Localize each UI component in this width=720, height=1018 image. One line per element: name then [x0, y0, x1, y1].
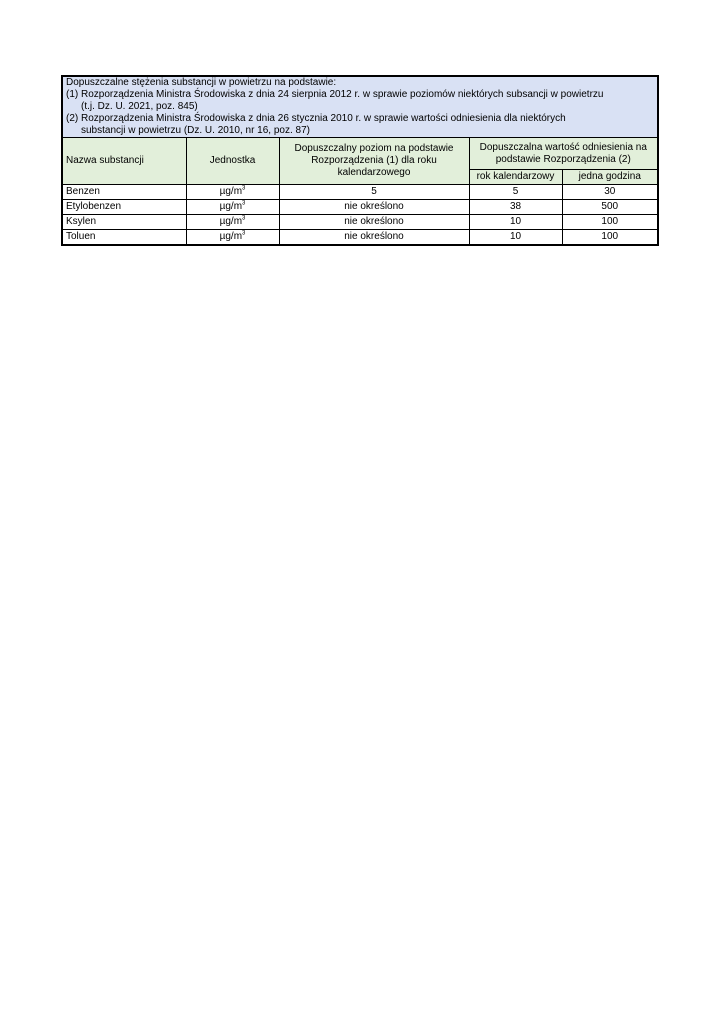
- table-row: [62, 200, 658, 215]
- cell-substance-name: Toluen: [62, 230, 186, 246]
- cell-calendar-year: 10: [469, 230, 562, 246]
- cell-unit: [186, 185, 279, 200]
- header-reference-value: Dopuszczalna wartość odniesienia na podstawie Rozporządzenia (2): [469, 138, 658, 170]
- unit-exponent: 3: [242, 215, 246, 222]
- cell-permitted-level: nie określono: [279, 230, 469, 246]
- header-substance-name: Nazwa substancji: [62, 138, 186, 185]
- unit-text: µg/m: [219, 216, 243, 227]
- cell-one-hour: 100: [562, 215, 658, 230]
- intro-line-3: (t.j. Dz. U. 2021, poz. 845): [81, 101, 198, 112]
- header-permitted-level: Dopuszczalny poziom na podstawie Rozporządzenia (1) dla roku kalendarzowego: [279, 138, 469, 185]
- header-one-hour: jedna godzina: [562, 170, 658, 185]
- cell-unit: [186, 200, 279, 215]
- unit-text: µg/m: [219, 186, 243, 197]
- cell-one-hour: 100: [562, 230, 658, 246]
- cell-substance-name: Ksylen: [62, 215, 186, 230]
- unit-text: µg/m: [219, 201, 243, 212]
- cell-one-hour: 500: [562, 200, 658, 215]
- cell-unit: [186, 215, 279, 230]
- unit-exponent: 3: [242, 230, 246, 237]
- table-row: [62, 185, 658, 200]
- cell-substance-name: Benzen: [62, 185, 186, 200]
- cell-permitted-level: nie określono: [279, 215, 469, 230]
- table-body: [62, 185, 658, 246]
- cell-calendar-year: 38: [469, 200, 562, 215]
- cell-permitted-level: nie określono: [279, 200, 469, 215]
- intro-line-4: (2) Rozporządzenia Ministra Środowiska z dnia 26 stycznia 2010 r. w sprawie wartości odniesienia dla niektórych: [66, 113, 566, 124]
- header-unit: Jednostka: [186, 138, 279, 185]
- cell-substance-name: Etylobenzen: [62, 200, 186, 215]
- table-row: [62, 230, 658, 246]
- table-row: [62, 215, 658, 230]
- cell-one-hour: 30: [562, 185, 658, 200]
- unit-text: µg/m: [219, 231, 243, 242]
- cell-calendar-year: 5: [469, 185, 562, 200]
- cell-calendar-year: 10: [469, 215, 562, 230]
- cell-permitted-level: 5: [279, 185, 469, 200]
- table-intro: [62, 76, 658, 138]
- unit-exponent: 3: [242, 185, 246, 192]
- substance-limits-table: [61, 75, 659, 246]
- intro-line-5: substancji w powietrzu (Dz. U. 2010, nr 16, poz. 87): [81, 125, 310, 136]
- cell-unit: [186, 230, 279, 246]
- intro-line-2: (1) Rozporządzenia Ministra Środowiska z dnia 24 sierpnia 2012 r. w sprawie poziomów niektórych subsancji w powietrzu: [66, 89, 604, 100]
- unit-exponent: 3: [242, 200, 246, 207]
- header-calendar-year: rok kalendarzowy: [469, 170, 562, 185]
- intro-line-1: Dopuszczalne stężenia substancji w powietrzu na podstawie:: [66, 77, 337, 88]
